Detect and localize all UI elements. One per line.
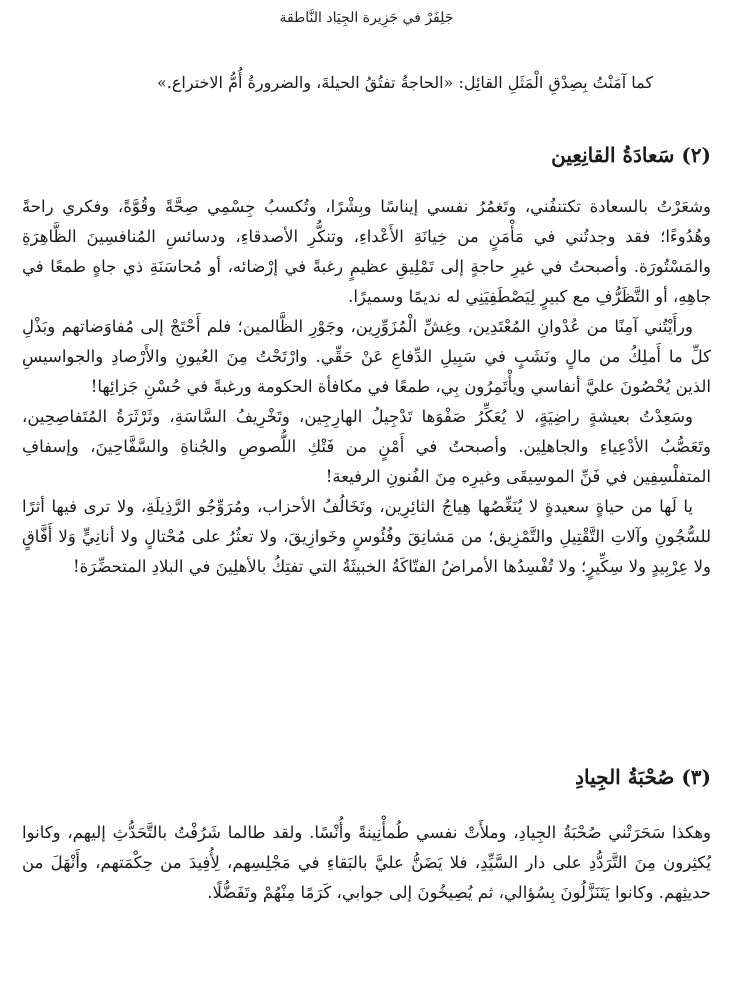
- paragraph: يا لَها من حياةٍ سعيدةٍ لا يُنَغِّصُها هِياجُ الثائِرِين، وتَخَالُفُ الأحزاب، ومُرَوِّجُو الرَّذِيلَةِ، ولا ترى فيها أثرًا للسُّجُونِ وآلاتِ التَّقْتِيلِ والتَّمْزِيق؛ من مَشانِقَ وفُئُوسٍ وخَوازِيقَ، ولا تعثُرُ على مُحْتالٍ ولا أنانِيٍّ وَلا أَفَّاقٍ ولا عِرْبِيدٍ ولا سِكِّيرٍ؛ ولا تُفْسِدُها الأمراضُ الفتّاكَةُ الخبيثَةُ التي تفتِكُ بالأهلِينَ في البلادِ المتحضِّرَة!: [22, 497, 711, 576]
- paragraph: وشعَرْتُ بالسعادة تكتنفُني، وتَغمُرُ نفسي إيناسًا وبِشْرًا، وتُكسبُ جِسْمِي صِحَّةً وقُوَّةً، وفكري راحةً وهُدُوءًا؛ فقد وجدتُني في مَأْمَنٍ من خِيانَةِ الأَعْداءِ، وتنكُّرِ الأصدقاءِ، ودسائسِ المُنافسِينَ الظَّاهِرَةِ والمَسْتُورَة. وأصبحتُ في غيرِ حاجةٍ إلى تَمْلِيقِ عظيمٍ رغبةً في إرْضائه، أو مُحاسَنَةِ ذي جاهٍ طمعًا في جاهِهِ، أو التَّظَرُّفِ مع كبيرٍ لِيَصْطَفِيَنِي له نديمًا وسميرًا.: [22, 197, 711, 306]
- section-3-body: [22, 818, 711, 908]
- paragraph: وهكذا سَحَرَتْني صُحْبَةُ الجِيادِ، وملأَتْ نفسي طُمأْنِينةً وأُنْسًا. ولقد طالما شَرُفْتُ بالتَّحَدُّثِ إليهم، وكانوا يُكثِرون مِنَ التَّرَدُّدِ على دار السَّيِّدِ، فلا يَضَنُّ عليَّ بالبَقاءِ في مَجْلِسِهم، لِأُفِيدَ من حِكْمَتهم، وأَنْهَلَ من حديثِهم. وكانوا يَتَنَزَّلُونَ بِسُؤالي، ثم يُصِيخُونَ إلى جوابي، كَرَمًا مِنْهُمْ وتَفَضُّلًا.: [22, 823, 711, 902]
- paragraph: وسَعِدْتُ بعيشةٍ راضِيَةٍ، لا يُعَكِّرُ صَفْوَها تَدْجِيلُ الهارِجِين، وتَخْرِيفُ السَّاسَةِ، وثَرْثَرَةُ المُتَفاصِحِين، وتَعَصُّبُ الأدْعِياءِ والجاهلِين. وأصبحتُ في أَمْنٍ من فَتْكِ اللُّصوصِ والجُناةِ والسَّفَّاحِينَ، وإسفافِ المتفلْسِفِين في فَنِّ الموسِيقَى وغيرِه مِنَ الفُنونِ الرفيعة!: [22, 407, 711, 486]
- section-2-body: [22, 192, 711, 582]
- running-header: جَلِفَرْ في جَزِيرة الجِيَاد النَّاطقة: [279, 10, 454, 26]
- paragraph: ورأَيْتُني آمِنًا من عُدْوانِ المُعْتَدِين، وغِشِّ الْمُزَوِّرِين، وجَوْرِ الظَّالمين؛ فلم أَحْتَجْ إلى مُفاوَضاتهم وبَذْلِ كلِّ ما أَملِكُ من مالٍ ونَشَبٍ في سَبِيلِ الدِّفاعِ عَنْ حَقِّي. وارْتَحْتُ مِنَ العُيونِ والأَرْصادِ والجواسيسِ الذين يُحْصُونَ عليَّ أنفاسي ويأْتَمِرُون بِي، طمعًا في مكافأة الحكومة ورغبةً في حُسْنِ جَزائِها!: [22, 317, 711, 396]
- intro-line: كما آمَنْتُ بِصِدْقِ الْمَثَلِ القائِل: «الحاجةُ تفتُقُ الحيلةَ، والضرورةُ أُمُّ الاختراع.»: [157, 73, 653, 92]
- section-heading-3: (٣) صُحْبَةُ الجِيادِ: [575, 765, 711, 789]
- section-heading-2: (٢) سَعادَةُ القانِعِين: [551, 143, 711, 167]
